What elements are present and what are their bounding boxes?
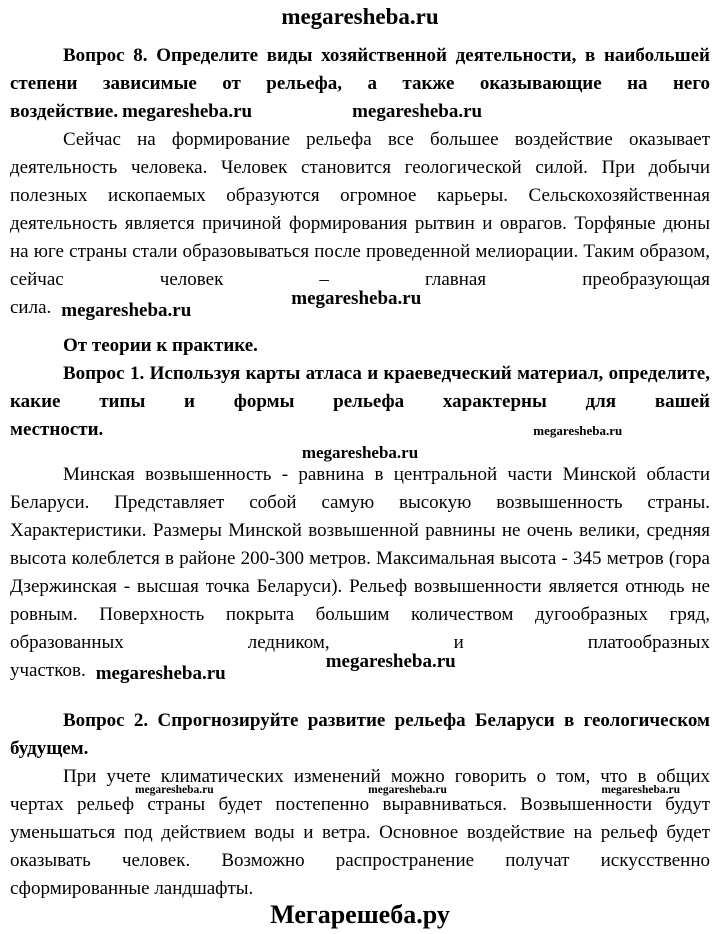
answer-2 [10, 763, 710, 903]
site-watermark-header: megaresheba.ru [281, 4, 439, 29]
question-8-text: Вопрос 8. Определите виды хозяйственной деятельности, в наибольшей степени зависимые от рельефа, а также оказывающие на него воздействие. [10, 45, 710, 122]
site-brand-footer: Мегарешеба.ру [270, 900, 450, 929]
inline-watermark-row [135, 784, 680, 796]
inline-watermark-small: megaresheba.ru [135, 784, 214, 796]
answer-2-text: При учете климатических изменений можно говорить о том, что в общих чертах рельеф страны будет постепенно выравниваться. Возвышенности будут уменьшаться под действием воды и ветра. Основное воздействие на рельеф будет оказывать человек. Возможно распространение получат искусственно сформированные ландшафты. [10, 766, 710, 899]
question-1-text: Вопрос 1. Используя карты атласа и краеведческий материал, определите, какие типы и формы рельефа характерны для вашей местности. [10, 363, 710, 440]
inline-watermark: megaresheba.ru [291, 288, 422, 309]
inline-watermark: megaresheba.ru [352, 101, 483, 122]
question-1 [10, 360, 710, 445]
answer-8-text: Сейчас на формирование рельефа все большее воздействие оказывает деятельность человека. Человек становится геологической силой. При добычи полезных ископаемых образуются огромное карьеры. Сельскохозяйственная деятельность является причиной формирования рытвин и оврагов. Торфяные дюны на юге страны стали образовываться после проведенной мелиорации. Таким образом, сейчас человек – главная преобразующая сила. [10, 129, 710, 318]
question-2: Вопрос 2. Спрогнозируйте развитие рельефа Беларуси в геологическом будущем. [10, 710, 710, 759]
inline-watermark: megaresheba.ru [95, 663, 226, 684]
centered-watermark: megaresheba.ru [301, 443, 419, 462]
inline-watermark: megaresheba.ru [325, 651, 456, 672]
answer-1 [10, 461, 710, 685]
answer-1-text: Минская возвышенность - равнина в центральной части Минской области Беларуси. Представляет собой самую высокую возвышенность страны. Характеристики. Размеры Минской возвышенной равнины не очень велики, средняя высота колеблется в районе 200-300 метров. Максимальная высота - 345 метров (гора Дзержинская - высшая точка Беларуси). Рельеф возвышенности является отнюдь не ровным. Поверхность покрыта большим количеством дугообразных гряд, образованных ледником, и платообразных участков. [10, 464, 710, 681]
inline-watermark-small: megaresheba.ru [533, 423, 623, 438]
inline-watermark-small: megaresheba.ru [368, 784, 447, 796]
inline-watermark: megaresheba.ru [122, 101, 253, 122]
inline-watermark-small: megaresheba.ru [601, 784, 680, 796]
inline-watermark: megaresheba.ru [61, 300, 192, 321]
section-heading: От теории к практике. [63, 335, 258, 356]
answer-8 [10, 126, 710, 322]
question-8 [10, 42, 710, 126]
